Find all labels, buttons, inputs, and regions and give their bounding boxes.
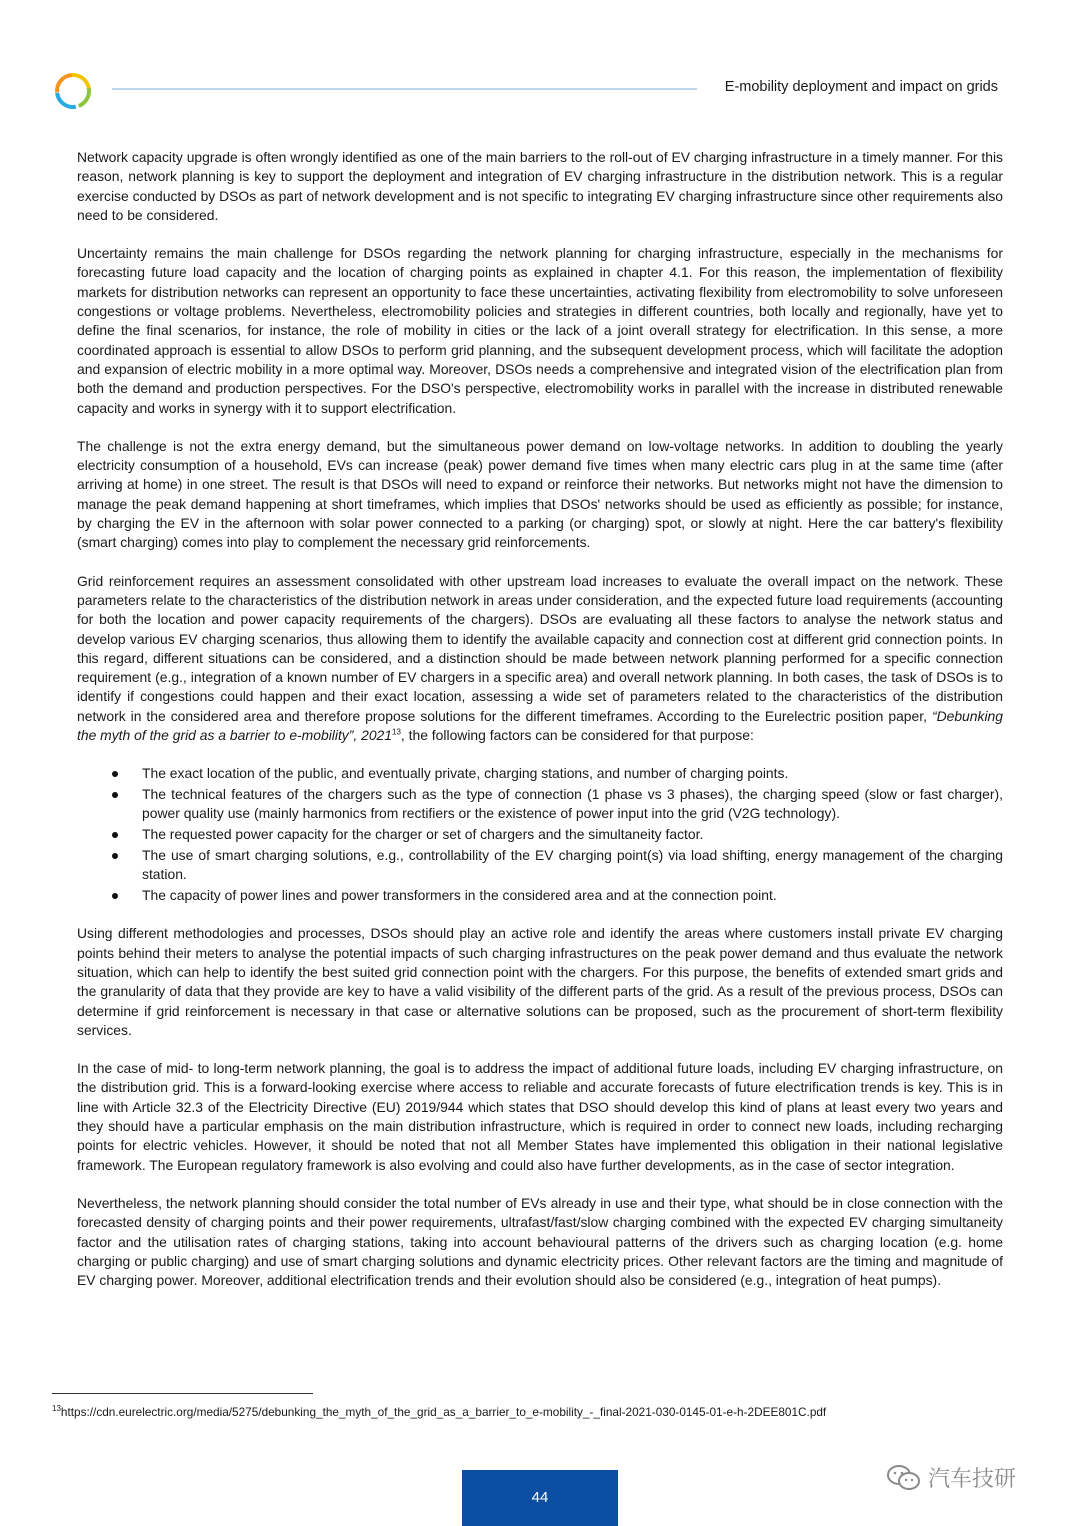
- paragraph-4-text: Grid reinforcement requires an assessment consolidated with other upstream load increases to evaluate the overall impact on the network. These parameters relate to the characteristics of the distribution network in areas under consideration, and the expected future load requirements (accounting for both the location and power capacity requirements of the chargers). DSOs are evaluating all these factors to analyse the network status and develop various EV charging scenarios, thus allowing them to identify the available capacity and connection cost at different grid connection points. In this regard, different situations can be considered, and a distinction should be made between network planning performed for a specific connection requirement (e.g., integration of a known number of EV chargers in a specific area) and overall network planning. In both cases, the task of DSOs is to identify if congestions could happen and their exact location, assessing a wide set of parameters related to the characteristics of the distribution network in the considered area and therefore propose solutions for the different timeframes. According to the Eurelectric position paper,: [77, 572, 1003, 724]
- bullet-icon: [112, 771, 118, 777]
- watermark: [886, 1462, 1016, 1493]
- paragraph-7: Nevertheless, the network planning should consider the total number of EVs already in use and their type, what should be in close connection with the forecasted density of charging points and their power requirements, ultrafast/fast/slow charging combined with the expected EV charging simultaneity factor and the utilisation rates of charging stations, taking into account behavioural patterns of the drivers such as charging location (e.g. home charging or public charging) and use of smart charging solutions and dynamic electricity prices. Other relevant factors are the timing and magnitude of EV charging power. Moreover, additional electrification trends and their evolution should also be considered (e.g., integration of heat pumps).: [77, 1194, 1003, 1289]
- bullet-icon: [112, 893, 118, 899]
- list-item-text: The exact location of the public, and eventually private, charging stations, and number of charging points.: [142, 765, 789, 782]
- list-item: [77, 825, 1003, 844]
- logo-ring-icon: [52, 70, 94, 112]
- chat-bubbles-icon: [886, 1463, 922, 1493]
- list-item: [77, 846, 1003, 885]
- header-title: E-mobility deployment and impact on grids: [724, 79, 998, 95]
- header-rule: [112, 88, 697, 90]
- list-item-text: The capacity of power lines and power transformers in the considered area and at the connection point.: [142, 887, 777, 904]
- footnote: [52, 1405, 826, 1419]
- list-item: [77, 785, 1003, 824]
- list-item: [77, 764, 1003, 783]
- paragraph-3: The challenge is not the extra energy demand, but the simultaneous power demand on low-voltage networks. In addition to doubling the yearly electricity consumption of a household, EVs can increase (peak) power demand five times when many electric cars plug in at the same time (after arriving at home) in one street. The result is that DSOs will need to expand or reinforce their networks. But networks might not have the dimension to manage the peak demand happening at short timeframes, which implies that DSOs' networks should be used as efficiently as possible; for instance, by charging the EV in the afternoon with solar power connected to a parking (or charging) spot, or slowly at night. Here the car battery's flexibility (smart charging) comes into play to complement the necessary grid reinforcements.: [77, 437, 1003, 551]
- paragraph-1: Network capacity upgrade is often wrongly identified as one of the main barriers to the roll-out of EV charging infrastructure in a timely manner. For this reason, network planning is key to support the deployment and integration of EV charging infrastructure in the distribution network. This is a regular exercise conducted by DSOs as part of network development and is not specific to integrating EV charging infrastructure since other requirements also need to be considered.: [77, 149, 1003, 223]
- footnote-rule: [52, 1393, 313, 1394]
- bullet-icon: [112, 792, 118, 798]
- footnote-link[interactable]: https://cdn.eurelectric.org/media/5275/debunking_the_myth_of_the_grid_as_a_barrier_to_e-mobility_-_final-2021-030-0145-01-e-h-2DEE801C.pdf: [60, 1405, 827, 1419]
- bullet-icon: [112, 853, 118, 859]
- bullet-icon: [112, 832, 118, 838]
- list-item-text: The technical features of the chargers such as the type of connection (1 phase vs 3 phases), the charging speed (slow or fast charger), power quality use (mainly harmonics from rectifiers or the existence of power input into the grid (V2G technology).: [142, 786, 1003, 822]
- paragraph-5: Using different methodologies and processes, DSOs should play an active role and identify the areas where customers install private EV charging points behind their meters to analyse the potential impacts of such charging infrastructures on the peak power demand and thus evaluate the network situation, which can help to identify the best suited grid connection point with the chargers. For this purpose, the benefits of extended smart grids and the granularity of data that they provide are key to have a valid visibility of the different parts of the grid. As a result of the previous process, DSOs can determine if grid reinforcement is necessary in that case or alternative solutions can be proposed, such as the procurement of short-term flexibility services.: [77, 925, 1003, 1038]
- list-item-text: The requested power capacity for the charger or set of chargers and the simultaneity factor.: [142, 826, 704, 843]
- watermark-text: 汽车技研: [928, 1467, 1017, 1492]
- footnote-reference[interactable]: 13: [392, 727, 401, 737]
- page-number: 44: [462, 1470, 618, 1526]
- factor-list: [77, 764, 1003, 905]
- paragraph-4-tail: , the following factors can be considered for that purpose:: [400, 727, 754, 744]
- list-item: [77, 886, 1003, 905]
- footnote-number: 13: [52, 1404, 61, 1414]
- list-item-text: The use of smart charging solutions, e.g., controllability of the EV charging point(s) via load shifting, energy management of the charging station.: [142, 847, 1003, 883]
- paragraph-6: In the case of mid- to long-term network planning, the goal is to address the impact of additional future loads, including EV charging infrastructure, on the distribution grid. This is a forward-looking exercise where access to reliable and accurate forecasts of future electrification trends is key. This is in line with Article 32.3 of the Electricity Directive (EU) 2019/944 which states that DSO should develop this kind of plans at least every two years and they should have a particular emphasis on the main distribution infrastructure, which is required in order to connect new loads, including recharging points for electric vehicles. However, it should be noted that not all Member States have implemented this obligation in their national legislative framework. The European regulatory framework is also evolving and could also have further developments, as in the case of sector integration.: [77, 1060, 1003, 1173]
- paper-title-citation: “Debunking the myth of the grid as a barrier to e-mobility”, 2021: [77, 707, 1003, 744]
- paragraph-2: Uncertainty remains the main challenge for DSOs regarding the network planning for charging infrastructure, especially in the mechanisms for forecasting future load capacity and the location of charging points as explained in chapter 4.1. For this reason, the implementation of flexibility markets for distribution networks can represent an opportunity to face these uncertainties, activating flexibility from electromobility to solve unforeseen congestions or voltage problems. Nevertheless, electromobility policies and strategies in different countries, both locally and regionally, have yet to define the final scenarios, for instance, the role of mobility in cities or the lack of a joint overall strategy for electrification. In this sense, a more coordinated approach is essential to allow DSOs to perform grid planning, and the subsequent development process, which will facilitate the adoption and expansion of electric mobility in a more optimal way. Moreover, DSOs needs a comprehensive and integrated vision of the electrification plan from both the demand and production perspectives. For the DSO's perspective, electromobility works in parallel with the increase in distributed renewable capacity and works in synergy with it to support electrification.: [77, 245, 1003, 416]
- main-content: [77, 148, 1003, 1309]
- paragraph-4: [77, 572, 1003, 746]
